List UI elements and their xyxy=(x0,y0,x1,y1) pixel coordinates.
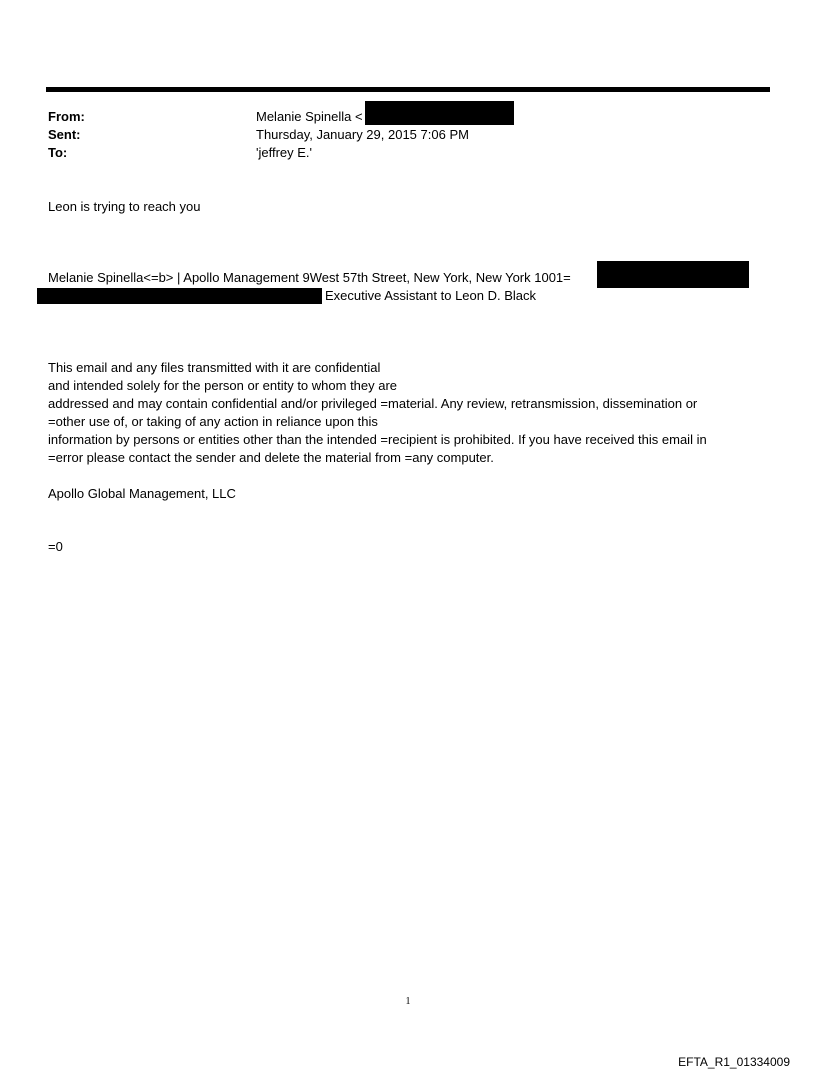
disclaimer-line: addressed and may contain confidential and/or privileged =material. Any review, retransmission, dissemination or xyxy=(48,396,698,411)
signature-title: Executive Assistant to Leon D. Black xyxy=(325,288,536,303)
disclaimer-line: =other use of, or taking of any action in reliance upon this xyxy=(48,414,378,429)
header-rule xyxy=(46,87,770,92)
page-number: 1 xyxy=(405,996,411,1007)
from-label: From: xyxy=(48,109,85,124)
company-name: Apollo Global Management, LLC xyxy=(48,486,236,501)
redaction-box xyxy=(37,288,322,304)
disclaimer-line: This email and any files transmitted with it are confidential xyxy=(48,360,381,375)
document-id: EFTA_R1_01334009 xyxy=(678,1055,790,1069)
to-value: 'jeffrey E.' xyxy=(256,145,313,160)
disclaimer-line: information by persons or entities other than the intended =recipient is prohibited. If you have received this email in xyxy=(48,432,707,447)
redaction-box xyxy=(365,101,514,125)
disclaimer-line: and intended solely for the person or entity to whom they are xyxy=(48,378,398,393)
to-label: To: xyxy=(48,145,68,160)
redaction-box xyxy=(597,261,749,288)
trailer-text: =0 xyxy=(48,539,63,554)
from-value: Melanie Spinella < xyxy=(256,109,363,124)
sent-value: Thursday, January 29, 2015 7:06 PM xyxy=(256,127,469,142)
disclaimer-line: =error please contact the sender and delete the material from =any computer. xyxy=(48,450,494,465)
signature-line: Melanie Spinella<=b> | Apollo Management 9West 57th Street, New York, New York 1001= xyxy=(48,270,571,285)
message-text: Leon is trying to reach you xyxy=(48,199,201,214)
sent-label: Sent: xyxy=(48,127,81,142)
